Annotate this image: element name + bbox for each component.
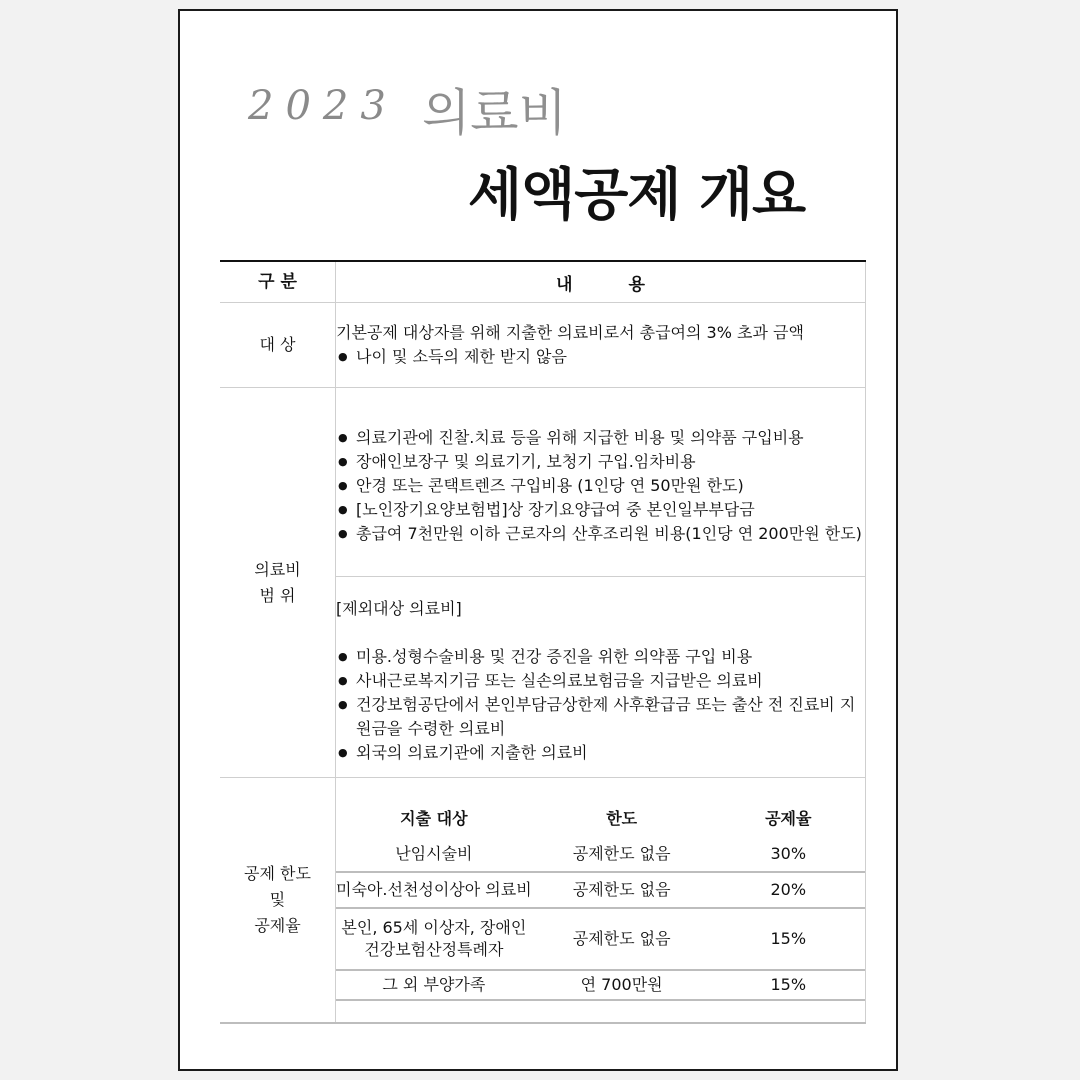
- subtable-header: [336, 798, 865, 836]
- list-item: ● [노인장기요양보험법]상 장기요양급여 중 본인일부부담금: [336, 498, 865, 522]
- header-content-label: 내 용: [556, 274, 645, 295]
- limit-label: [220, 778, 336, 1023]
- scope-included: [336, 388, 866, 577]
- limit-label-line1: 공제 한도: [244, 863, 311, 883]
- cell-target-line1: 본인, 65세 이상자, 장애인: [341, 918, 527, 938]
- header-category: 구 분: [220, 261, 336, 303]
- col-limit: 한도: [606, 808, 638, 828]
- year-heading: 2023: [248, 83, 398, 129]
- target-row: [220, 303, 866, 388]
- target-content: [336, 303, 866, 388]
- cell-target: 난임시술비: [336, 836, 532, 872]
- excluded-title: [제외대상 의료비]: [336, 599, 462, 618]
- scope-row: [220, 388, 866, 577]
- cell-limit: 공제한도 없음: [532, 836, 712, 872]
- scope-label-line2: 범 위: [259, 585, 296, 605]
- limit-subtable: [336, 798, 865, 1001]
- target-text: 기본공제 대상자를 위해 지출한 의료비로서 총급여의 3% 초과 금액: [336, 323, 804, 342]
- target-label: 대 상: [220, 303, 336, 388]
- list-item: ● 건강보험공단에서 본인부담금상한제 사후환급금 또는 출산 전 진료비 지원금을 수령한 의료비: [336, 693, 865, 741]
- list-item: ● 나이 및 소득의 제한 받지 않음: [336, 345, 865, 369]
- limit-label-line3: 공제율: [254, 915, 301, 935]
- cell-target: [336, 908, 532, 970]
- list-item: ● 의료기관에 진찰.치료 등을 위해 지급한 비용 및 의약품 구입비용: [336, 426, 865, 450]
- excluded-list: [336, 645, 865, 765]
- list-item: ● 미용.성형수술비용 및 건강 증진을 위한 의약품 구입 비용: [336, 645, 865, 669]
- table-header-row: [220, 261, 866, 303]
- header-content: [336, 261, 866, 303]
- cell-rate: 20%: [712, 872, 865, 908]
- page-title: 세액공제 개요: [468, 163, 806, 228]
- cell-rate: 30%: [712, 836, 865, 872]
- table-row: [336, 908, 865, 970]
- subtitle-heading: 의료비: [422, 84, 567, 142]
- cell-limit: 공제한도 없음: [532, 872, 712, 908]
- document-page: [178, 9, 898, 1071]
- cell-limit: 연 700만원: [532, 970, 712, 1000]
- limit-row: [220, 778, 866, 1023]
- overview-table: [220, 260, 866, 1024]
- scope-label: [220, 388, 336, 778]
- limit-content: [336, 778, 866, 1023]
- table-row: [336, 872, 865, 908]
- scope-excluded: [336, 577, 866, 778]
- list-item: ● 장애인보장구 및 의료기기, 보청기 구입.임차비용: [336, 450, 865, 474]
- limit-label-line2: 및: [269, 889, 286, 909]
- included-list: [336, 426, 865, 546]
- table-row: [336, 970, 865, 1000]
- cell-target: 미숙아.선천성이상아 의료비: [336, 872, 532, 908]
- cell-limit: 공제한도 없음: [532, 908, 712, 970]
- list-item: ● 안경 또는 콘택트렌즈 구입비용 (1인당 연 50만원 한도): [336, 474, 865, 498]
- col-rate: 공제율: [765, 808, 812, 828]
- list-item: ● 총급여 7천만원 이하 근로자의 산후조리원 비용(1인당 연 200만원 한도): [336, 522, 865, 546]
- list-item: ● 사내근로복지기금 또는 실손의료보험금을 지급받은 의료비: [336, 669, 865, 693]
- cell-target-line2: 건강보험산정특례자: [364, 940, 504, 960]
- cell-rate: 15%: [712, 970, 865, 1000]
- target-bullets: [336, 345, 865, 369]
- table-row: [336, 836, 865, 872]
- col-target: 지출 대상: [400, 808, 468, 828]
- cell-target: 그 외 부양가족: [336, 970, 532, 1000]
- scope-label-line1: 의료비: [254, 559, 301, 579]
- list-item: ● 외국의 의료기관에 지출한 의료비: [336, 741, 865, 765]
- cell-rate: 15%: [712, 908, 865, 970]
